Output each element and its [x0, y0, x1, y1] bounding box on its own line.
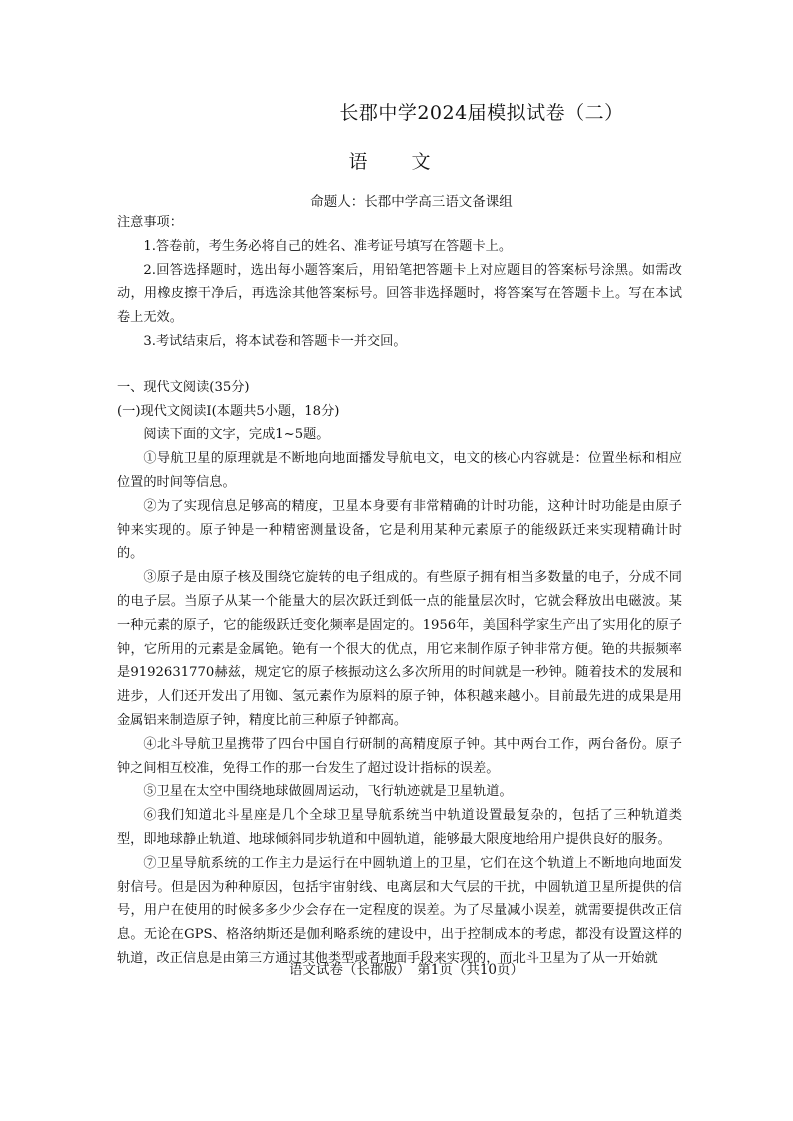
subject-title: 语文: [348, 151, 475, 173]
passage-paragraph: ⑥我们知道北斗星座是几个全球卫星导航系统当中轨道设置最复杂的，包括了三种轨道类型，即地球静止轨道、地球倾斜同步轨道和中圆轨道，能够最大限度地给用户提供良好的服务。: [117, 808, 682, 847]
section-instruction: 阅读下面的文字，完成1~5题。: [143, 427, 330, 443]
notice-heading: 注意事项：: [117, 215, 183, 230]
passage-paragraph: ③原子是由原子核及围绕它旋转的电子组成的。有些原子拥有相当多数量的电子，分成不同的电子层。当原子从某一个能量大的层次跃迁到低一点的能量层次时，它就会释放出电磁波。某一种元素的原子，它的能级跃迁变化频率是固定的。1956年，美国科学家生产出了实用化的原子钟，它所用的元素是金属铯。铯有一个很大的优点，用它来制作原子钟非常方便。铯的共振频率是9192631770赫兹，规定它的原子核振动这么多次所用的时间就是一秒钟。随着技术的发展和进步，人们还开发出了用铷、氢元素作为原料的原子钟，体积越来越小。目前最先进的成果是用金属铝来制造原子钟，精度比前三种原子钟都高。: [117, 570, 682, 728]
page-footer: 语文试卷（长郡版） 第1页（共10页）: [288, 962, 525, 978]
passage-paragraph: ⑤卫星在太空中围绕地球做圆周运动，飞行轨迹就是卫星轨道。: [143, 784, 513, 800]
exam-content: [117, 211, 682, 971]
section-subtitle: (一)现代文阅读Ⅰ(本题共5小题，18分): [117, 403, 340, 419]
passage-paragraph: ①导航卫星的原理就是不断地向地面播发导航电文，电文的核心内容就是：位置坐标和相应位置的时间等信息。: [117, 451, 682, 490]
passage-paragraph: ②为了实现信息足够高的精度，卫星本身要有非常精确的计时功能，这种计时功能是由原子钟来实现的。原子钟是一种精密测量设备，它是利用某种元素原子的能级跃迁来实现精确计时的。: [117, 498, 682, 562]
section-title: 一、现代文阅读(35分): [117, 379, 250, 395]
spacer: [117, 354, 682, 376]
notice-item: 1.答卷前，考生务必将自己的姓名、准考证号填写在答题卡上。: [143, 238, 513, 254]
author-line: 命题人：长郡中学高三语文备课组: [310, 194, 513, 210]
passage-paragraph: ④北斗导航卫星携带了四台中国自行研制的高精度原子钟。其中两台工作，两台备份。原子钟之间相互校准，免得工作的那一台发生了超过设计指标的误差。: [117, 736, 682, 776]
exam-title: 长郡中学2024届模拟试卷（二）: [339, 102, 624, 124]
notice-item: 3.考试结束后，将本试卷和答题卡一并交回。: [143, 333, 407, 349]
notice-item: 2.回答选择题时，选出每小题答案后，用铅笔把答题卡上对应题目的答案标号涂黑。如需改动，用橡皮擦干净后，再选涂其他答案标号。回答非选择题时，将答案写在答题卡上。写在本试卷上无效。: [117, 262, 682, 326]
passage-paragraph: ⑦卫星导航系统的工作主力是运行在中圆轨道上的卫星，它们在这个轨道上不断地向地面发射信号。但是因为种种原因，包括宇宙射线、电离层和大气层的干扰，中圆轨道卫星所提供的信号，用户在使用的时候多多少少会存在一定程度的误差。为了尽量减小误差，就需要提供改正信息。无论在GPS、格洛纳斯还是伽利略系统的建设中，出于控制成本的考虑，都没有设置这样的轨道，改正信息是由第三方通过其他类型或者地面手段来实现的，而北斗卫星为了从一开始就: [117, 855, 682, 966]
